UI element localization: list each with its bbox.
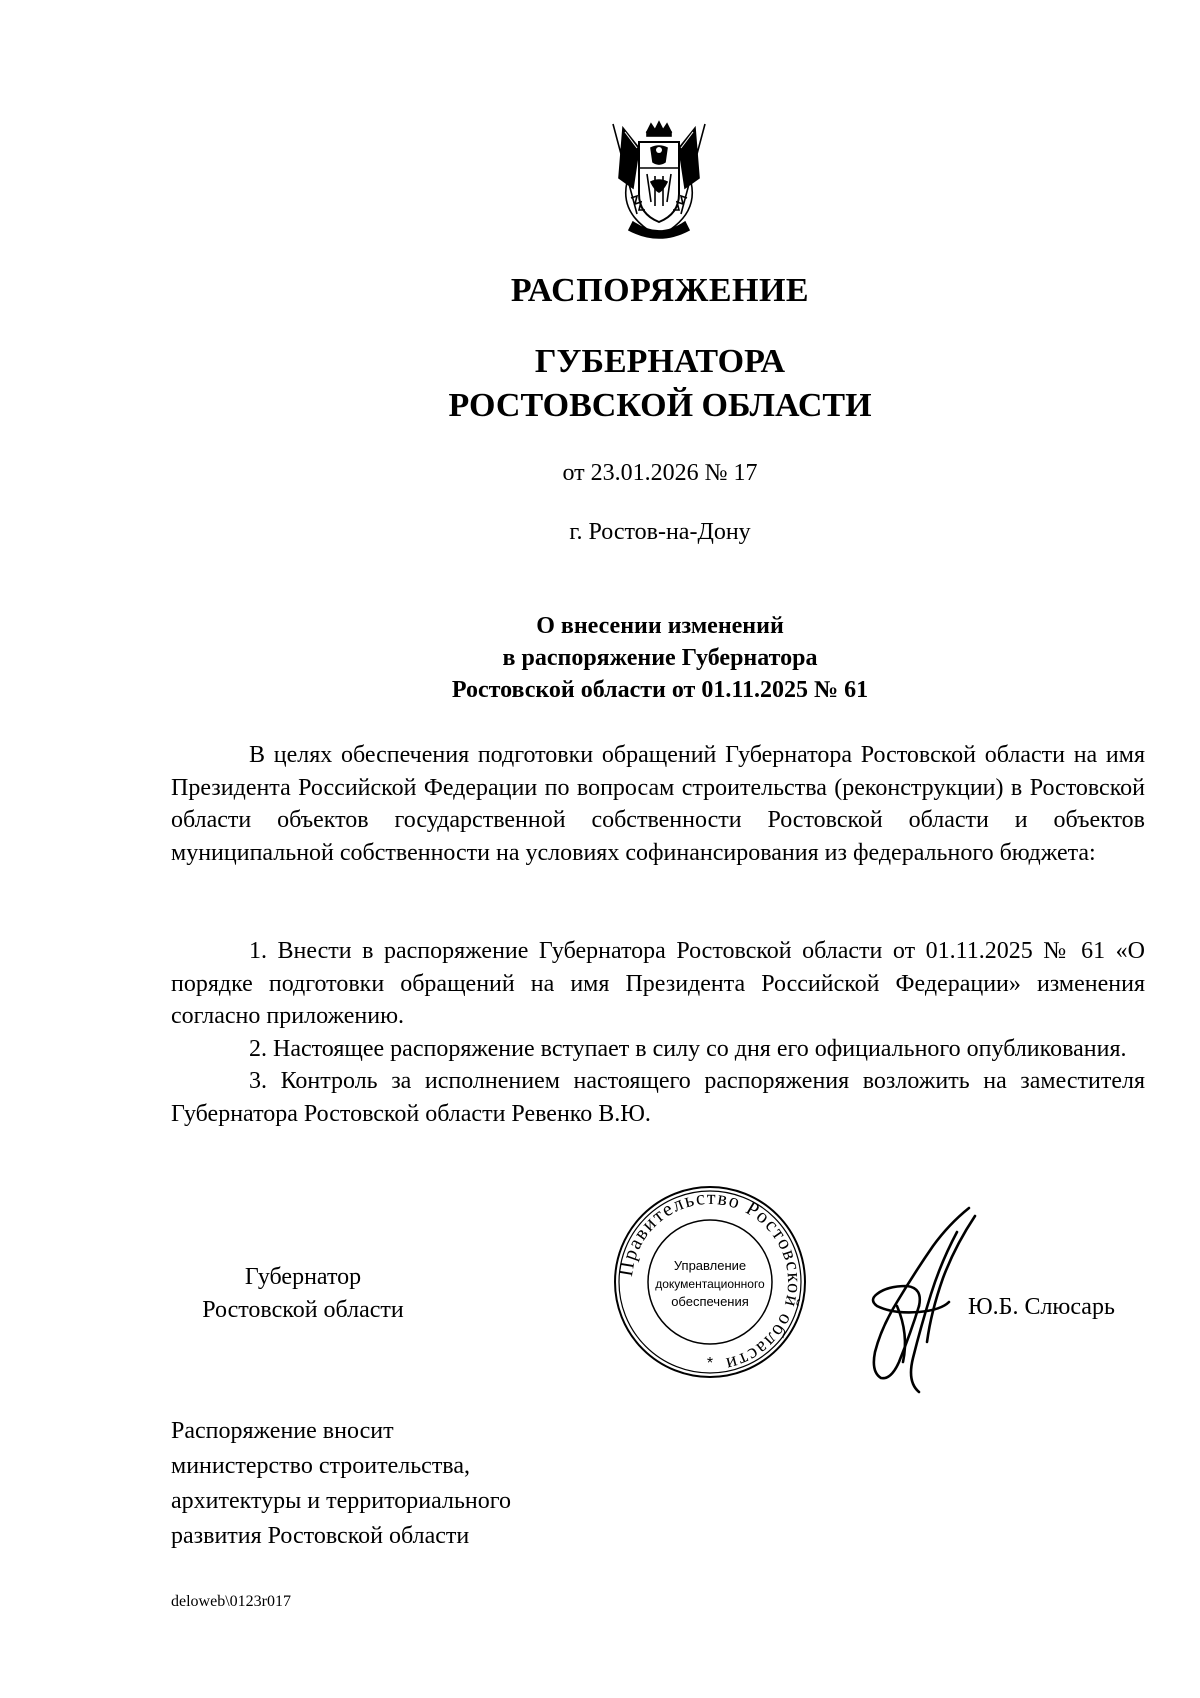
issuer-title xyxy=(0,340,1200,428)
coat-of-arms-icon xyxy=(603,118,715,242)
signatory-position xyxy=(176,1261,430,1327)
document-type-title: РАСПОРЯЖЕНИЕ xyxy=(510,272,810,309)
document-date-number: от 23.01.2026 № 17 xyxy=(562,460,758,486)
issuer-line-1: ГУБЕРНАТОРА xyxy=(534,343,786,380)
stamp-inner-line-3: обеспечения xyxy=(671,1294,749,1309)
order-item-2: 2. Настоящее распоряжение вступает в силу со дня его официального опубликования. xyxy=(249,1035,1127,1062)
order-items xyxy=(171,935,1145,1130)
official-stamp xyxy=(612,1184,808,1380)
submitter-note xyxy=(171,1414,511,1554)
preamble-paragraph xyxy=(171,739,1145,869)
position-line-2: Ростовской области xyxy=(202,1297,404,1323)
order-item-3: 3. Контроль за исполнением настоящего распоряжения возложить на заместителя Губернатора Ростовской области Ревенко В.Ю. xyxy=(171,1068,1145,1127)
subject-line-3: Ростовской области от 01.11.2025 № 61 xyxy=(451,677,869,703)
stamp-inner-line-1: Управление xyxy=(673,1258,747,1273)
subject-line-1: О внесении изменений xyxy=(536,613,784,639)
order-item-1: 1. Внести в распоряжение Губернатора Ростовской области от 01.11.2025 № 61 «О порядке подготовки обращений на имя Президента Российской Федерации» изменения согласно приложению. xyxy=(171,938,1145,1029)
submitter-line-2: министерство строительства, xyxy=(171,1453,470,1479)
svg-text:*: * xyxy=(706,1355,714,1372)
submitter-line-3: архитектуры и территориального xyxy=(171,1488,511,1514)
document-subject xyxy=(0,610,1200,706)
document-city: г. Ростов-на-Дону xyxy=(569,519,751,545)
position-line-1: Губернатор xyxy=(244,1264,362,1290)
submitter-line-4: развития Ростовской области xyxy=(171,1523,470,1549)
file-reference: deloweb\0123r017 xyxy=(171,1593,291,1610)
stamp-inner-line-2: документационного xyxy=(655,1277,765,1291)
issuer-line-2: РОСТОВСКОЙ ОБЛАСТИ xyxy=(448,387,872,424)
preamble-text: В целях обеспечения подготовки обращений Губернатора Ростовской области на имя Президента Российской Федерации по вопросам строительства (реконструкции) в Ростовской области объектов государственной собственности Ростовской области и объектов муниципальной собственности на условиях софинансирования из федерального бюджета: xyxy=(171,742,1145,866)
submitter-line-1: Распоряжение вносит xyxy=(171,1418,394,1444)
stamp-outer-text: Правительство Ростовской области xyxy=(614,1186,806,1376)
subject-line-2: в распоряжение Губернатора xyxy=(502,645,818,671)
signatory-name: Ю.Б. Слюсарь xyxy=(968,1294,1115,1320)
